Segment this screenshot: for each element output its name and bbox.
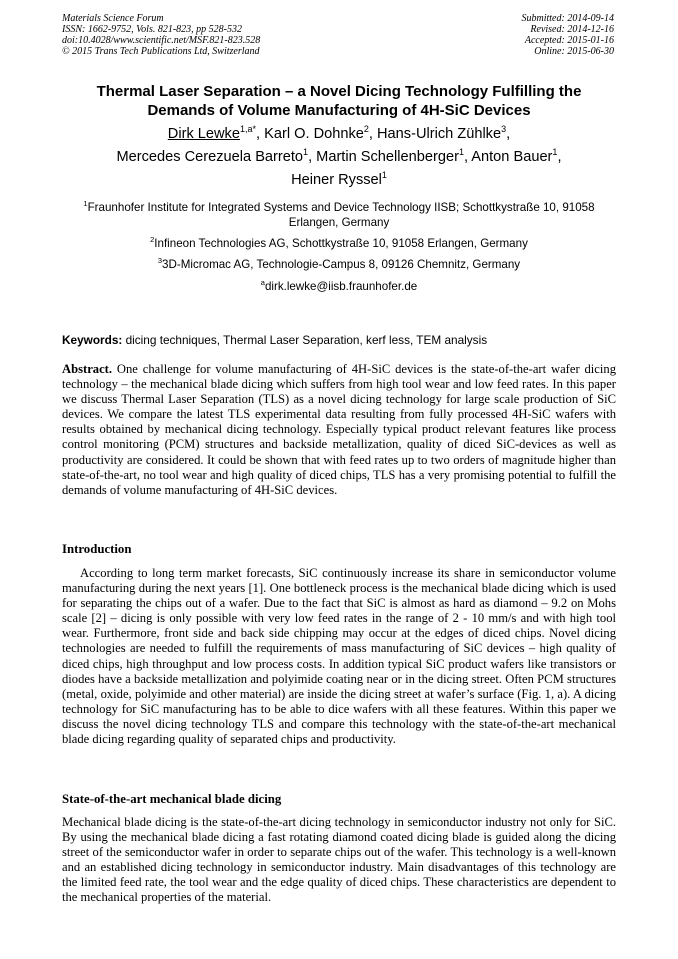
author-name: Anton Bauer [471,149,553,165]
affiliation-1 [62,200,616,230]
journal-doi: doi:10.4028/www.scientific.net/MSF.821-823.528 [62,35,261,46]
date-accepted: Accepted: 2015-01-16 [524,35,614,46]
affiliation-mark: 1 [83,199,88,209]
author-name: Martin Schellenberger [316,149,459,165]
affiliation-text: Fraunhofer Institute for Integrated Systems and Device Technology IISB; Schottkystraße 10, 91058 Erlangen, Germany [87,201,595,229]
author-affiliation-mark: 2 [363,124,369,135]
author-affiliation-mark: 1 [381,170,387,181]
affiliation-mark: 3 [157,256,163,266]
author-name: Hans-Ulrich Zühlke [377,126,502,142]
author-name: Heiner Ryssel [291,172,382,188]
journal-issn: ISSN: 1662-9752, Vols. 821-823, pp 528-532 [62,24,242,35]
keywords [62,333,616,348]
author-name: Karl O. Dohnke [264,126,364,142]
date-online: Online: 2015-06-30 [534,46,614,57]
blade-dicing-body: Mechanical blade dicing is the state-of-the-art dicing technology in semiconductor industry not only for SiC. By using the mechanical blade dicing a fast rotating diamond coated dicing blade is guided along the dicing street of the semiconductor wafer in order to separate chips out of the wafer. This technology is a well-known and an established dicing technology in semiconductor industry. Main disadvantages of this technology are the limited feed rate, the tool wear and the edge quality of diced chips. These characteristics are dependent to the mechanical properties of the material. [62,815,616,905]
author-affiliation-mark: 3 [501,124,507,135]
author-affiliation-mark: 1 [303,147,309,158]
journal-name: Materials Science Forum [62,13,164,24]
abstract [62,362,616,498]
abstract-text: One challenge for volume manufacturing of 4H-SiC devices is the state-of-the-art wafer dicing technology – the mechanical blade dicing which suffers from high tool wear and low feed rates. In this paper we discuss Thermal Laser Separation (TLS) as a novel dicing technology for large scale production of SiC devices. We compare the latest TLS experimental data resulting from fully processed 4H-SiC wafers with results obtained by mechanical dicing technology. Especially typical product relevant features like process control monitoring (PCM) structures and backside metallization, quality of diced SiC-devices as well as productivity are considered. It could be shown that with feed rates up to two orders of magnitude higher than state-of-the-art, no tool wear and high quality of diced chips, TLS has a very promising potential to fulfill the demands of volume manufacturing of 4H-SiC devices. [62,362,616,497]
email-text: dirk.lewke@iisb.fraunhofer.de [264,280,418,293]
paper-title: Thermal Laser Separation – a Novel Dicing Technology Fulfilling the Demands of Volume Manufacturing of 4H-SiC Devices [96,83,582,119]
author-name: Dirk Lewke [167,126,240,142]
section-heading-blade-dicing: State-of-the-art mechanical blade dicing [62,792,282,806]
corresponding-email [62,279,616,294]
affiliation-text: Infineon Technologies AG, Schottkystraße 10, 91058 Erlangen, Germany [154,237,528,250]
affiliation-mark: a [260,278,265,288]
affiliation-mark: 2 [150,235,155,245]
author-affiliation-mark: 1 [458,147,464,158]
keywords-text: dicing techniques, Thermal Laser Separation, kerf less, TEM analysis [125,333,488,347]
author-affiliation-mark: 1,a* [239,124,256,135]
keywords-label: Keywords: [62,333,123,347]
date-revised: Revised: 2014-12-16 [530,24,614,35]
author-name: Mercedes Cerezuela Barreto [116,149,304,165]
abstract-label: Abstract. [62,362,113,376]
journal-info [62,13,260,57]
date-submitted: Submitted: 2014-09-14 [521,13,614,24]
affiliation-3 [62,257,616,272]
introduction-body: According to long term market forecasts, SiC continuously increase its share in semiconductor volume manufacturing during the next years [1]. One bottleneck process is the mechanical blade dicing which is used for separating the chips out of a wafer. Due to the fact that SiC is almost as hard as diamond – 9.2 on Mohs scale [2] – dicing is only possible with very low feed rates in the range of 2 - 10 mm/s and with high tool wear. Furthermore, front side and back side chipping may occur at the edges of diced chips. Novel dicing technologies are needed to fulfill the requirements of mass manufacturing of SiC devices – high quality of diced chips, high throughput and low process costs. In addition typical SiC product wafers like transistors or diodes have a backside metallization and polyimide coating near or in the dicing street. Often PCM structures (metal, oxide, polyimide and other material) are inside the dicing street at wafer’s surface (Fig. 1, a). A dicing technology for SiC manufacturing has to be able to dice wafers with all these features. Within this paper we discuss the novel dicing technology TLS and compare this technology with the state-of-the-art mechanical blade dicing regarding quality of separated chips and productivity. [62,566,616,747]
affiliation-text: 3D-Micromac AG, Technologie-Campus 8, 09126 Chemnitz, Germany [162,258,521,271]
author-affiliation-mark: 1 [552,147,558,158]
submission-dates [522,13,615,57]
journal-copyright: © 2015 Trans Tech Publications Ltd, Switzerland [62,46,260,57]
affiliation-2 [62,236,616,251]
author-list: Dirk Lewke$^{1,a*}$, Karl O. Dohnke$^2$, Hans-Ulrich Zühlke$^3$, Mercedes Cerezuela Barreto$^1$, Martin Schellenberger$^1$, Anton Bauer$^1$, Heiner Ryssel$^1$ [116,124,562,188]
introduction-heading: Introduction [62,542,132,556]
